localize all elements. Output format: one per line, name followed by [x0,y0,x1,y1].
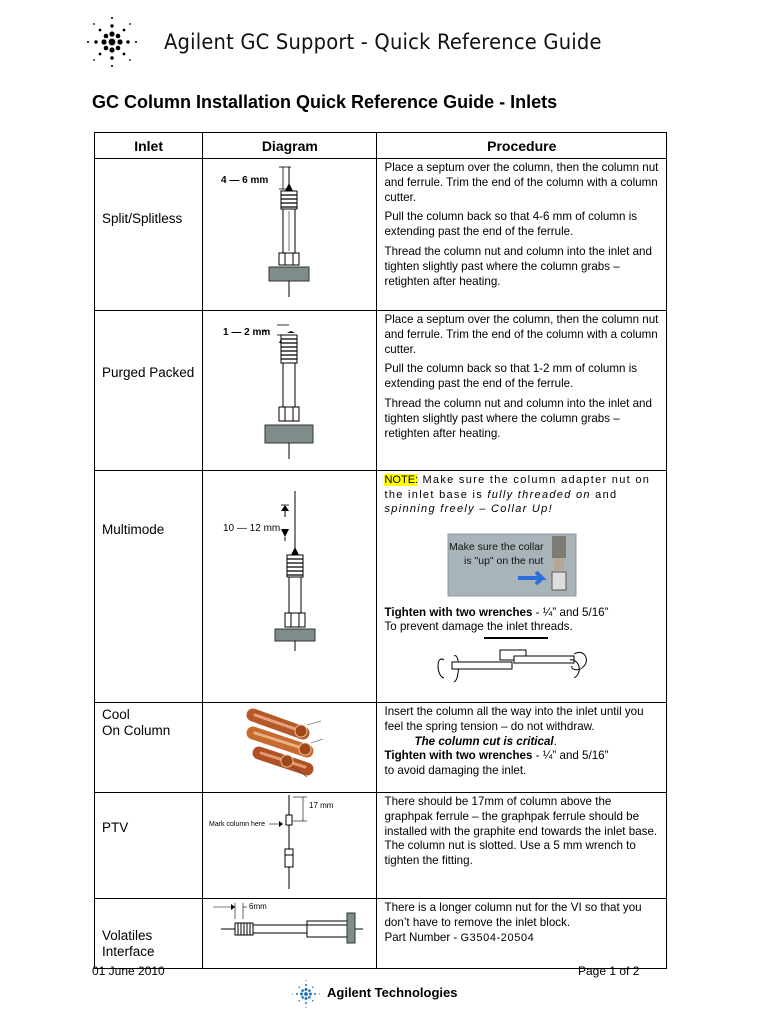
procedure-ptv: There should be 17mm of column above the graphpak ferrule – the graphpak ferrule should be installed with the graphite end towards the inlet base. The column nut is slotted. Use a 5 mm wrench to tighten the fitting. [377,793,667,899]
diagram-cool-on-column [203,703,377,793]
table-row-cool-on-column [95,703,667,793]
document-title: GC Column Installation Quick Reference Guide - Inlets [92,92,558,112]
svg-text:Make sure the collar: Make sure the collar [449,540,545,553]
svg-text:4 — 6 mm: 4 — 6 mm [221,175,269,186]
inlet-name: Multimode [95,471,203,703]
table-header-row [95,133,667,159]
multimode-note: NOTE: Make sure the column adapter nut on the inlet base is fully threaded on and spinning freely – Collar Up! [384,474,651,515]
procedure-step: Pull the column back so that 1-2 mm of column is extending past the end of the ferrule. [384,362,638,391]
purged-packed-diagram-icon [203,311,377,465]
inlet-name: PTV [95,793,203,899]
table-row-volatiles-interface [95,899,667,969]
procedure-multimode [377,471,667,703]
column-header-inlet: Inlet [95,133,203,159]
footer-brand: Agilent Technologies [327,985,458,1000]
diagram-ptv [203,793,377,899]
inlet-name: Volatiles Interface [95,899,203,969]
split-splitless-diagram-icon [203,159,377,305]
page-number: Page 1 of 2 [578,964,640,978]
collar-photo [384,522,664,602]
ptv-diagram-icon [203,793,377,893]
header-title: Agilent GC Support - Quick Reference Guide [164,30,602,54]
agilent-spark-logo-icon [80,14,144,70]
wrench-instruction: Tighten with two wrenches - ¼” and 5/16” To prevent damage the inlet threads. [384,605,609,633]
table-row-split-splitless [95,159,667,311]
page-header [0,0,768,80]
table-row-purged-packed [95,311,667,471]
procedure-step: Thread the column nut and column into the inlet and tighten slightly past where the column grabs – retighten after heating. [384,396,652,440]
procedure-step: Place a septum over the column, then the column nut and ferrule. Trim the end of the column with a column cutter. [384,161,659,204]
column-header-procedure: Procedure [377,133,667,159]
svg-text:Mark column here: Mark column here [209,821,266,828]
procedure-cool-on-column: Insert the column all the way into the inlet until you feel the spring tension – do not withdraw. The column cut is critical. Tighten with two wrenches - ¼” and 5/16” to avoid damaging the inlet. [377,703,667,793]
inlet-guide-table [94,132,667,969]
procedure-step: Place a septum over the column, then the column nut and ferrule. Trim the end of the column with a column cutter. [384,313,659,356]
svg-text:1 — 2 mm: 1 — 2 mm [223,327,271,338]
procedure-purged-packed [377,311,667,471]
svg-text:is "up" on the nut: is "up" on the nut [464,554,544,567]
diagram-volatiles-interface [203,899,377,969]
procedure-step: Pull the column back so that 4-6 mm of column is extending past the end of the ferrule. [384,210,638,239]
diagram-multimode [203,471,377,703]
inlet-name: Purged Packed [95,311,203,471]
svg-text:17 mm: 17 mm [309,801,334,810]
volatiles-interface-diagram-icon [203,899,377,963]
multimode-diagram-icon [203,471,377,697]
table-row-multimode [95,471,667,703]
inlet-name: Cool On Column [95,703,203,793]
procedure-split-splitless [377,159,667,311]
column-header-diagram: Diagram [203,133,377,159]
svg-text:10 — 12 mm: 10 — 12 mm [223,523,281,534]
two-wrenches-icon [384,634,664,692]
diagram-purged-packed [203,311,377,471]
agilent-spark-logo-icon [288,976,324,1012]
part-number: G3504-20504 [460,931,535,944]
note-label: NOTE: [384,474,419,486]
footer-date: 01 June 2010 [92,964,165,978]
svg-text:6mm: 6mm [249,902,267,911]
diagram-split-splitless [203,159,377,311]
cool-on-column-photo [203,703,377,787]
procedure-volatiles-interface: There is a longer column nut for the VI so that you don’t have to remove the inlet block. Part Number - G3504-20504 [377,899,667,969]
inlet-name: Split/Splitless [95,159,203,311]
table-row-ptv [95,793,667,899]
procedure-step: Thread the column nut and column into the inlet and tighten slightly past where the column grabs – retighten after heating. [384,244,652,288]
